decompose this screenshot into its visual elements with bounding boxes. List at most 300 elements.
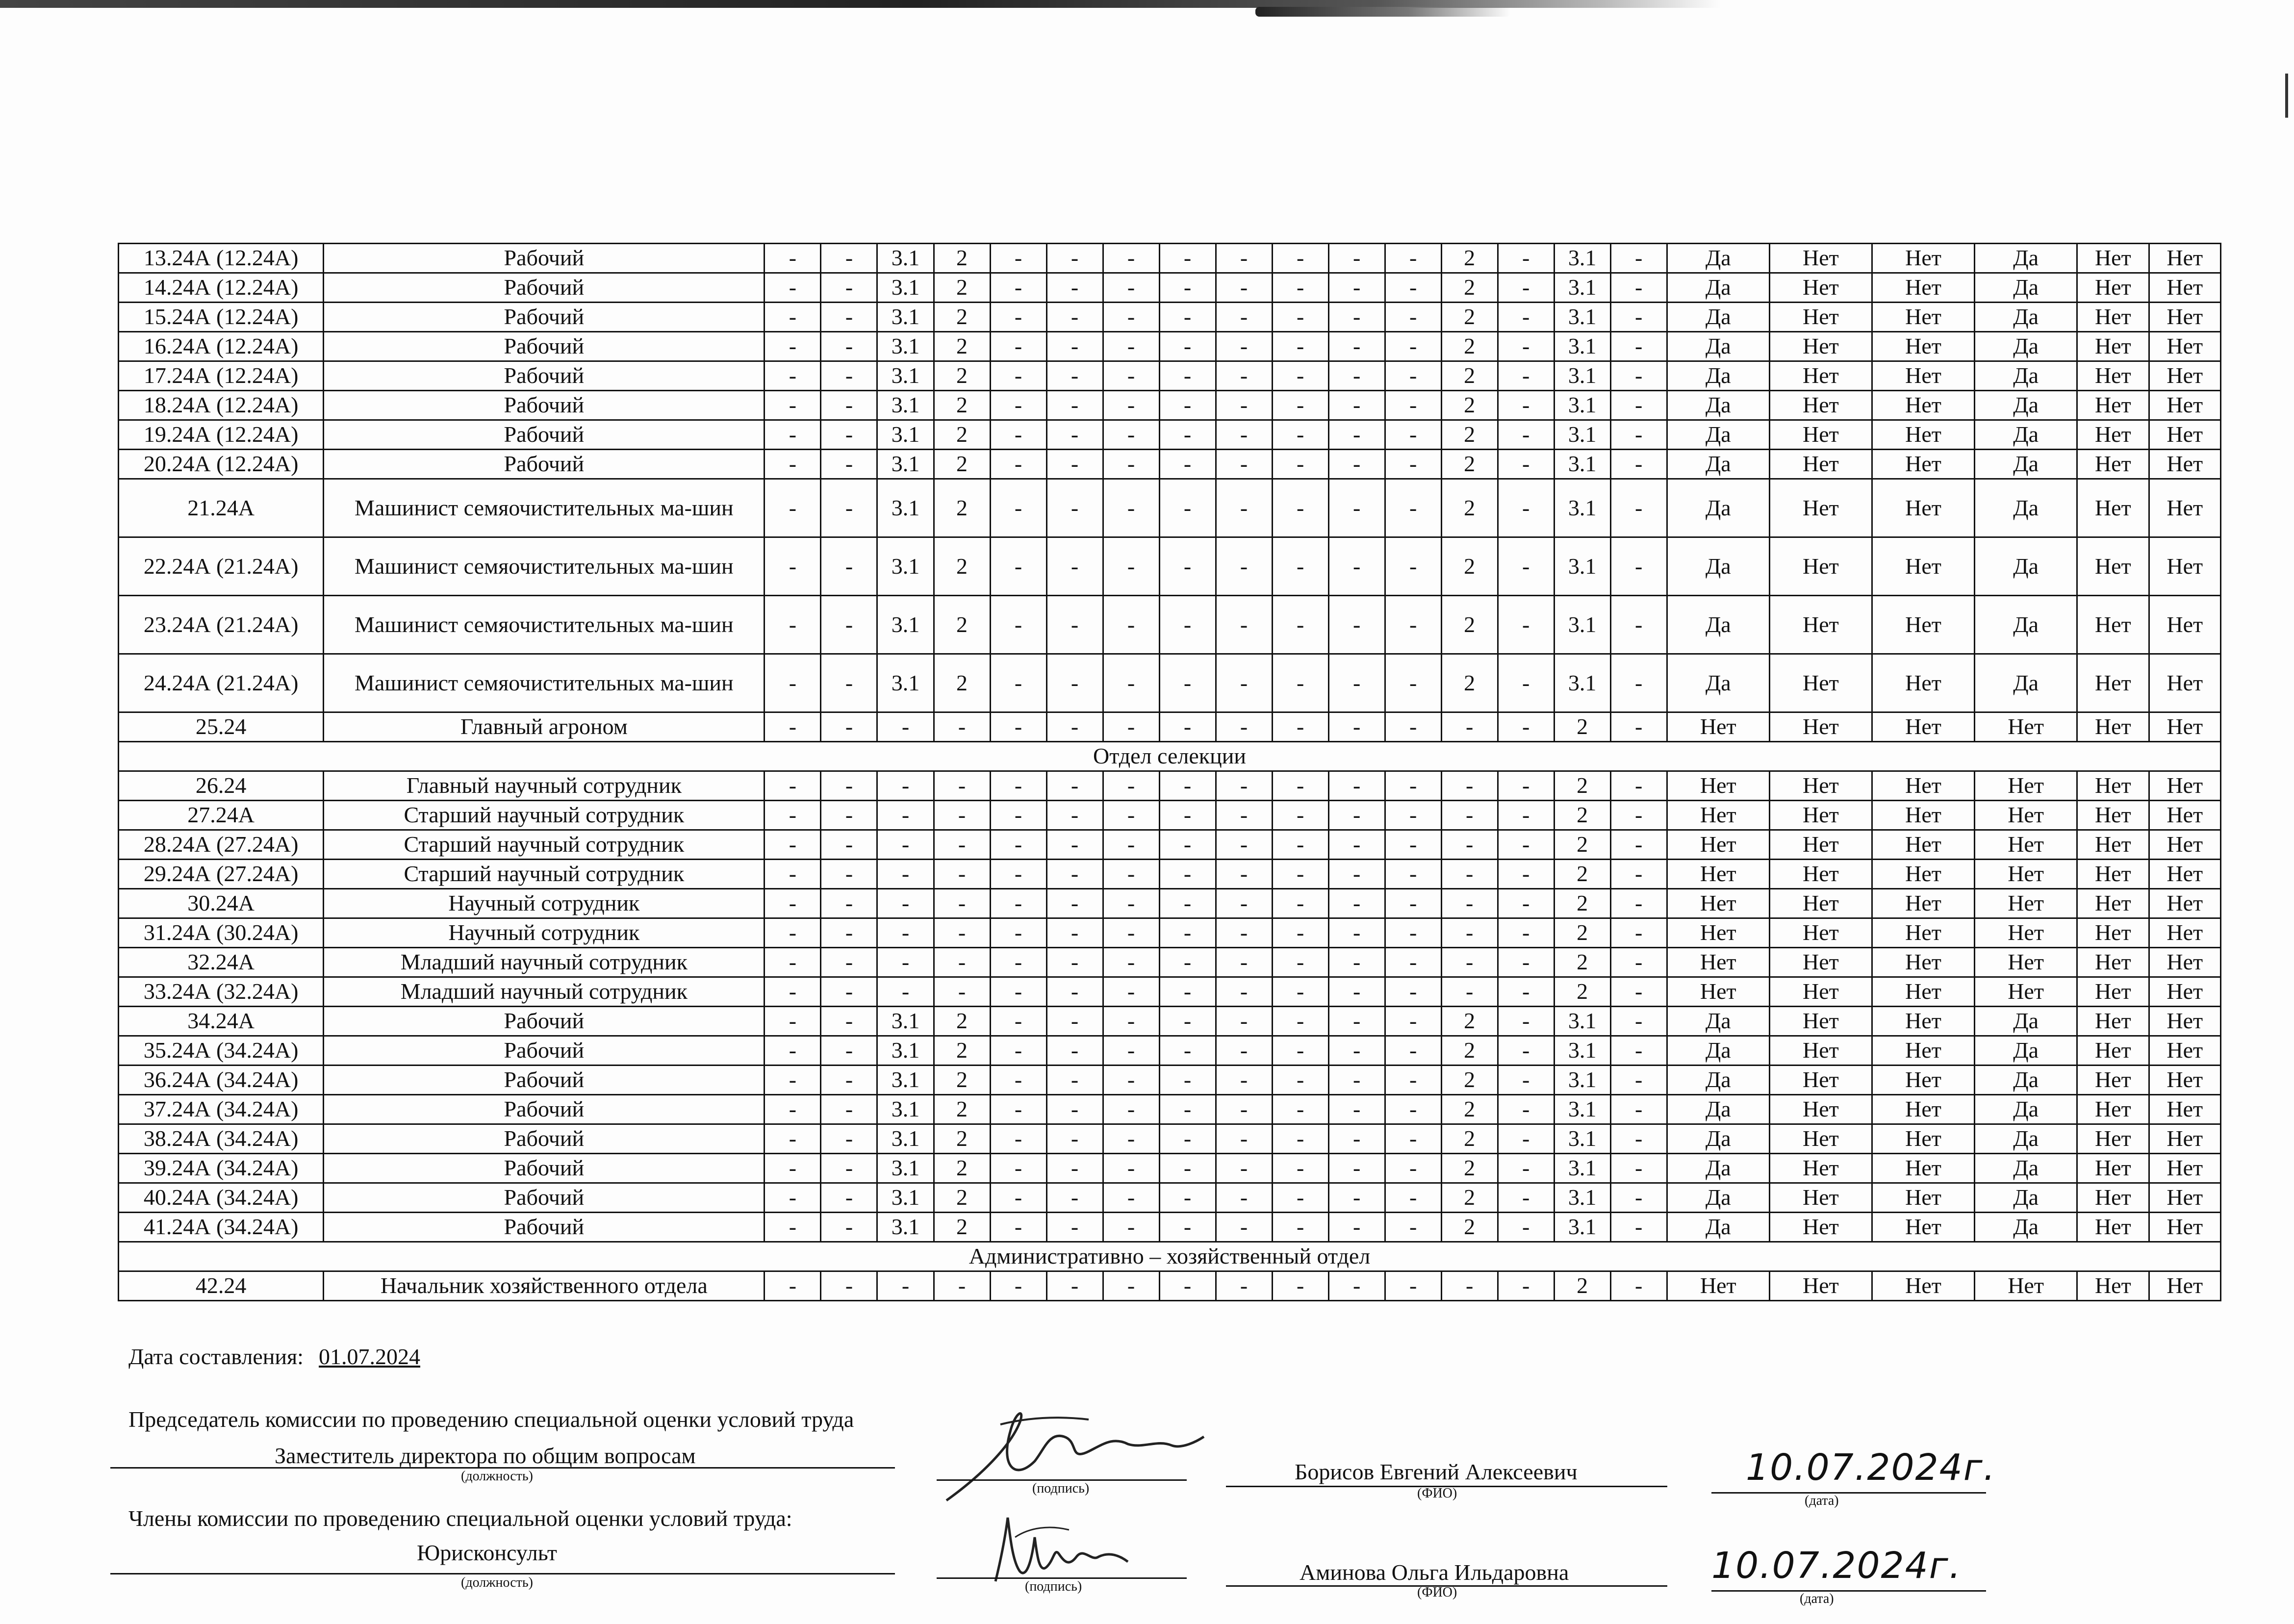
table-cell: - — [1159, 450, 1216, 479]
table-cell: Да — [1975, 332, 2077, 361]
table-cell: Нет — [1769, 1271, 1872, 1301]
table-cell: - — [1385, 596, 1441, 654]
table-cell: - — [1328, 1066, 1385, 1095]
table-cell: Нет — [1872, 889, 1974, 918]
table-cell: - — [1216, 1124, 1272, 1154]
table-cell: - — [821, 273, 877, 303]
table-cell: - — [1272, 1124, 1328, 1154]
table-cell: Нет — [2077, 918, 2149, 948]
table-cell: - — [821, 303, 877, 332]
table-cell: - — [1610, 420, 1667, 450]
table-cell: - — [1385, 303, 1441, 332]
job-title: Старший научный сотрудник — [324, 860, 765, 889]
table-cell: Нет — [1769, 889, 1872, 918]
table-cell: - — [1272, 244, 1328, 273]
table-cell: Нет — [1872, 1007, 1974, 1036]
table-cell: Нет — [2077, 1066, 2149, 1095]
table-cell: - — [1272, 1271, 1328, 1301]
table-cell: Да — [1975, 303, 2077, 332]
table-cell: 3.1 — [877, 1154, 934, 1183]
table-cell: 2 — [934, 479, 990, 537]
table-cell: Нет — [2077, 332, 2149, 361]
table-cell: - — [1385, 1271, 1441, 1301]
table-cell: Нет — [2077, 801, 2149, 830]
table-cell: - — [1498, 244, 1554, 273]
table-cell: - — [1385, 918, 1441, 948]
table-cell: 2 — [934, 1183, 990, 1213]
table-cell: 2 — [934, 654, 990, 712]
table-cell: - — [1216, 1095, 1272, 1124]
table-cell: - — [821, 1154, 877, 1183]
table-cell: - — [990, 1036, 1046, 1066]
table-cell: - — [1498, 332, 1554, 361]
table-cell: - — [1385, 1036, 1441, 1066]
table-cell: 3.1 — [1554, 1154, 1610, 1183]
table-cell: - — [1610, 1154, 1667, 1183]
table-cell: Нет — [2077, 977, 2149, 1007]
table-cell: - — [1610, 1183, 1667, 1213]
table-cell: Нет — [1872, 948, 1974, 977]
table-cell: - — [1498, 889, 1554, 918]
table-cell: Нет — [1872, 860, 1974, 889]
table-cell: - — [1610, 450, 1667, 479]
workplace-code: 33.24А (32.24А) — [119, 977, 324, 1007]
table-cell: 2 — [1441, 244, 1498, 273]
table-cell: - — [1272, 860, 1328, 889]
table-cell: Нет — [2077, 596, 2149, 654]
table-row — [119, 1007, 2221, 1036]
table-cell: Нет — [1975, 860, 2077, 889]
table-cell: Да — [1975, 1154, 2077, 1183]
table-cell: Нет — [1872, 1095, 1974, 1124]
table-cell: Нет — [2149, 1213, 2220, 1242]
table-cell: Да — [1975, 450, 2077, 479]
table-cell: 2 — [1441, 391, 1498, 420]
table-cell: - — [1610, 479, 1667, 537]
table-cell: Нет — [2077, 244, 2149, 273]
table-cell: - — [990, 537, 1046, 596]
table-cell: - — [765, 420, 821, 450]
table-cell: - — [821, 948, 877, 977]
table-cell: - — [934, 977, 990, 1007]
job-title: Рабочий — [324, 1183, 765, 1213]
table-cell: - — [1103, 450, 1159, 479]
table-cell: - — [765, 1066, 821, 1095]
table-cell: - — [1498, 1183, 1554, 1213]
table-cell: Нет — [2077, 860, 2149, 889]
table-cell: - — [1385, 889, 1441, 918]
table-cell: - — [1272, 596, 1328, 654]
table-cell: - — [765, 830, 821, 860]
table-cell: Да — [1667, 1036, 1769, 1066]
table-cell: - — [1441, 771, 1498, 801]
table-cell: - — [1498, 948, 1554, 977]
table-cell: - — [1385, 654, 1441, 712]
table-row — [119, 801, 2221, 830]
table-cell: Да — [1975, 244, 2077, 273]
table-cell: 3.1 — [877, 332, 934, 361]
table-cell: - — [1272, 654, 1328, 712]
table-cell: - — [1103, 1095, 1159, 1124]
table-row — [119, 332, 2221, 361]
job-title: Рабочий — [324, 391, 765, 420]
table-cell: - — [821, 450, 877, 479]
table-cell: 2 — [1441, 654, 1498, 712]
table-cell: - — [765, 1036, 821, 1066]
table-cell: - — [1385, 830, 1441, 860]
table-row — [119, 918, 2221, 948]
table-cell: Нет — [1667, 889, 1769, 918]
table-cell: - — [1103, 860, 1159, 889]
table-cell: - — [1385, 420, 1441, 450]
table-cell: Да — [1667, 332, 1769, 361]
table-row — [119, 450, 2221, 479]
table-cell: - — [1328, 420, 1385, 450]
table-cell: - — [1046, 654, 1103, 712]
table-cell: 3.1 — [1554, 244, 1610, 273]
table-cell: - — [821, 889, 877, 918]
table-cell: - — [1498, 977, 1554, 1007]
table-cell: 2 — [1554, 801, 1610, 830]
table-cell: Да — [1975, 420, 2077, 450]
table-cell: - — [1328, 918, 1385, 948]
table-cell: Нет — [1872, 303, 1974, 332]
table-cell: - — [1272, 1007, 1328, 1036]
table-cell: Нет — [2077, 889, 2149, 918]
table-cell: - — [1498, 1271, 1554, 1301]
job-title: Рабочий — [324, 1036, 765, 1066]
workplace-code: 24.24А (21.24А) — [119, 654, 324, 712]
table-row — [119, 537, 2221, 596]
chair-position-line — [110, 1467, 895, 1469]
table-cell: Нет — [1872, 1124, 1974, 1154]
table-cell: 2 — [1554, 948, 1610, 977]
table-cell: - — [934, 1271, 990, 1301]
table-cell: - — [1328, 391, 1385, 420]
table-cell: - — [1272, 537, 1328, 596]
table-cell: Нет — [2077, 948, 2149, 977]
chair-name-caption: (ФИО) — [1417, 1486, 1457, 1501]
table-cell: - — [1385, 1124, 1441, 1154]
table-cell: - — [1610, 712, 1667, 742]
table-cell: - — [1328, 801, 1385, 830]
table-cell: Нет — [2149, 391, 2220, 420]
table-cell: - — [765, 273, 821, 303]
table-cell: - — [1103, 479, 1159, 537]
table-cell: 3.1 — [877, 1213, 934, 1242]
table-cell: - — [1498, 1066, 1554, 1095]
table-cell: Да — [1975, 479, 2077, 537]
table-cell: Да — [1667, 654, 1769, 712]
table-cell: - — [1610, 273, 1667, 303]
table-cell: 2 — [1441, 1154, 1498, 1183]
table-cell: Да — [1667, 537, 1769, 596]
table-cell: 2 — [934, 332, 990, 361]
table-cell: - — [990, 391, 1046, 420]
table-cell: Да — [1667, 1183, 1769, 1213]
table-cell: 2 — [1441, 1095, 1498, 1124]
table-cell: - — [1159, 948, 1216, 977]
table-cell: - — [1272, 450, 1328, 479]
table-cell: - — [765, 479, 821, 537]
table-cell: - — [990, 303, 1046, 332]
table-cell: Нет — [2149, 479, 2220, 537]
table-cell: - — [1046, 332, 1103, 361]
table-cell: 2 — [934, 420, 990, 450]
table-cell: - — [990, 1066, 1046, 1095]
table-cell: - — [1216, 361, 1272, 391]
table-cell: - — [1103, 537, 1159, 596]
table-cell: Нет — [1667, 948, 1769, 977]
table-cell: - — [1159, 918, 1216, 948]
table-cell: Нет — [1769, 1124, 1872, 1154]
table-cell: Да — [1975, 654, 2077, 712]
table-cell: Нет — [1975, 830, 2077, 860]
table-cell: - — [1328, 712, 1385, 742]
table-cell: 2 — [934, 450, 990, 479]
table-cell: - — [1385, 860, 1441, 889]
table-cell: Нет — [1769, 1007, 1872, 1036]
table-cell: 3.1 — [877, 1066, 934, 1095]
table-cell: Нет — [1769, 712, 1872, 742]
workplace-code: 21.24А — [119, 479, 324, 537]
table-cell: 2 — [934, 537, 990, 596]
table-cell: - — [1159, 977, 1216, 1007]
section-title: Отдел селекции — [119, 742, 2221, 771]
table-cell: - — [821, 830, 877, 860]
workplace-code: 31.24А (30.24А) — [119, 918, 324, 948]
table-cell: - — [1046, 712, 1103, 742]
workplace-code: 39.24А (34.24А) — [119, 1154, 324, 1183]
workplace-code: 13.24А (12.24А) — [119, 244, 324, 273]
table-cell: Нет — [2149, 450, 2220, 479]
table-cell: - — [1328, 537, 1385, 596]
table-cell: - — [1103, 1066, 1159, 1095]
table-cell: - — [1328, 303, 1385, 332]
table-cell: Да — [1975, 1183, 2077, 1213]
job-title: Рабочий — [324, 450, 765, 479]
table-cell: Нет — [1667, 918, 1769, 948]
table-cell: - — [1216, 1183, 1272, 1213]
table-cell: - — [821, 771, 877, 801]
table-cell: - — [1159, 420, 1216, 450]
table-cell: 2 — [1554, 830, 1610, 860]
table-cell: - — [1272, 771, 1328, 801]
workplace-code: 19.24А (12.24А) — [119, 420, 324, 450]
table-cell: - — [1216, 1007, 1272, 1036]
table-cell: - — [1385, 948, 1441, 977]
table-cell: 3.1 — [877, 273, 934, 303]
table-cell: - — [1216, 977, 1272, 1007]
table-cell: - — [1159, 712, 1216, 742]
table-cell: 2 — [1441, 332, 1498, 361]
job-title: Младший научный сотрудник — [324, 948, 765, 977]
table-row — [119, 361, 2221, 391]
table-cell: - — [1046, 1154, 1103, 1183]
table-cell: Нет — [1872, 361, 1974, 391]
table-cell: - — [1385, 771, 1441, 801]
table-cell: - — [1159, 1007, 1216, 1036]
table-cell: 2 — [934, 391, 990, 420]
table-cell: Нет — [2149, 712, 2220, 742]
job-title: Рабочий — [324, 1095, 765, 1124]
workplace-code: 22.24А (21.24А) — [119, 537, 324, 596]
job-title: Рабочий — [324, 361, 765, 391]
table-cell: Нет — [1975, 771, 2077, 801]
chair-signature-line — [937, 1479, 1187, 1481]
table-cell: Нет — [1769, 391, 1872, 420]
table-row — [119, 1124, 2221, 1154]
job-title: Старший научный сотрудник — [324, 801, 765, 830]
table-cell: - — [1159, 1154, 1216, 1183]
table-cell: - — [1385, 1066, 1441, 1095]
table-cell: 3.1 — [877, 596, 934, 654]
table-cell: - — [990, 977, 1046, 1007]
table-cell: Да — [1667, 450, 1769, 479]
table-cell: - — [1441, 948, 1498, 977]
table-cell: - — [821, 361, 877, 391]
table-cell: - — [1441, 712, 1498, 742]
table-cell: - — [1216, 1066, 1272, 1095]
table-cell: Нет — [2149, 1095, 2220, 1124]
table-cell: - — [1610, 361, 1667, 391]
table-cell: - — [821, 977, 877, 1007]
table-cell: Нет — [2077, 830, 2149, 860]
table-cell: 3.1 — [877, 361, 934, 391]
table-cell: - — [1159, 332, 1216, 361]
table-cell: Нет — [1769, 830, 1872, 860]
table-cell: Нет — [1872, 244, 1974, 273]
table-cell: - — [765, 860, 821, 889]
table-cell: 2 — [934, 273, 990, 303]
table-cell: Нет — [2077, 654, 2149, 712]
workplace-code: 14.24А (12.24А) — [119, 273, 324, 303]
table-cell: Нет — [2149, 1271, 2220, 1301]
table-cell: - — [1610, 830, 1667, 860]
table-cell: - — [1216, 712, 1272, 742]
table-cell: - — [821, 1007, 877, 1036]
table-cell: - — [1272, 918, 1328, 948]
chair-name-line — [1226, 1486, 1667, 1487]
table-cell: - — [1328, 1124, 1385, 1154]
table-cell: Нет — [1769, 860, 1872, 889]
table-cell: - — [1272, 420, 1328, 450]
table-cell: - — [1328, 273, 1385, 303]
table-row — [119, 244, 2221, 273]
table-cell: - — [934, 801, 990, 830]
table-row — [119, 654, 2221, 712]
table-cell: - — [1159, 596, 1216, 654]
table-cell: - — [1046, 273, 1103, 303]
table-cell: - — [1385, 332, 1441, 361]
table-cell: - — [1103, 361, 1159, 391]
table-cell: 2 — [1441, 420, 1498, 450]
table-cell: Нет — [1769, 303, 1872, 332]
table-cell: - — [1498, 771, 1554, 801]
table-cell: 2 — [934, 1036, 990, 1066]
table-cell: - — [1046, 596, 1103, 654]
table-cell: - — [1046, 977, 1103, 1007]
table-cell: - — [1385, 244, 1441, 273]
table-cell: Нет — [2149, 830, 2220, 860]
table-cell: - — [990, 654, 1046, 712]
table-cell: - — [1046, 303, 1103, 332]
table-cell: Нет — [1872, 1213, 1974, 1242]
table-cell: Нет — [2077, 391, 2149, 420]
table-cell: Да — [1975, 361, 2077, 391]
table-row — [119, 1183, 2221, 1213]
table-cell: - — [1216, 889, 1272, 918]
table-cell: - — [990, 1154, 1046, 1183]
table-cell: - — [1046, 830, 1103, 860]
table-cell: - — [1610, 948, 1667, 977]
table-cell: - — [765, 1183, 821, 1213]
table-cell: - — [765, 1007, 821, 1036]
table-cell: Нет — [2077, 303, 2149, 332]
table-cell: Нет — [1769, 977, 1872, 1007]
table-cell: - — [765, 596, 821, 654]
job-title: Рабочий — [324, 1066, 765, 1095]
chair-date: 10.07.2024г. — [1746, 1446, 1996, 1489]
table-cell: 3.1 — [877, 420, 934, 450]
table-cell: Да — [1975, 273, 2077, 303]
table-cell: Нет — [2149, 332, 2220, 361]
table-cell: - — [1272, 712, 1328, 742]
table-cell: 3.1 — [1554, 654, 1610, 712]
table-cell: - — [1498, 1007, 1554, 1036]
table-cell: - — [1610, 1271, 1667, 1301]
table-cell: - — [990, 801, 1046, 830]
table-cell: Нет — [1769, 596, 1872, 654]
table-cell: Нет — [1872, 1036, 1974, 1066]
table-cell: - — [1159, 1271, 1216, 1301]
table-cell: - — [1046, 450, 1103, 479]
table-cell: - — [1103, 801, 1159, 830]
table-cell: Нет — [1872, 273, 1974, 303]
table-cell: - — [1159, 830, 1216, 860]
table-cell: Нет — [2149, 948, 2220, 977]
table-cell: 2 — [1441, 1066, 1498, 1095]
table-body — [119, 244, 2221, 1301]
table-row — [119, 1271, 2221, 1301]
table-cell: 3.1 — [1554, 303, 1610, 332]
table-cell: - — [1328, 948, 1385, 977]
table-cell: - — [1103, 1007, 1159, 1036]
table-cell: - — [821, 1066, 877, 1095]
table-cell: - — [765, 712, 821, 742]
table-row — [119, 771, 2221, 801]
table-cell: - — [934, 712, 990, 742]
scan-smudge — [1255, 7, 1510, 17]
table-cell: - — [1046, 244, 1103, 273]
table-row — [119, 1095, 2221, 1124]
table-cell: 2 — [1554, 1271, 1610, 1301]
member-date-line — [1711, 1590, 1986, 1592]
table-cell: - — [1498, 361, 1554, 391]
table-cell: 2 — [934, 1213, 990, 1242]
job-title: Рабочий — [324, 420, 765, 450]
table-cell: Нет — [2077, 420, 2149, 450]
table-cell: Нет — [2149, 654, 2220, 712]
job-title: Рабочий — [324, 1007, 765, 1036]
table-cell: - — [1328, 244, 1385, 273]
table-cell: Нет — [2149, 801, 2220, 830]
table-cell: Нет — [2077, 712, 2149, 742]
table-cell: 2 — [934, 1095, 990, 1124]
table-cell: - — [1103, 948, 1159, 977]
table-cell: - — [1216, 918, 1272, 948]
table-cell: - — [934, 860, 990, 889]
